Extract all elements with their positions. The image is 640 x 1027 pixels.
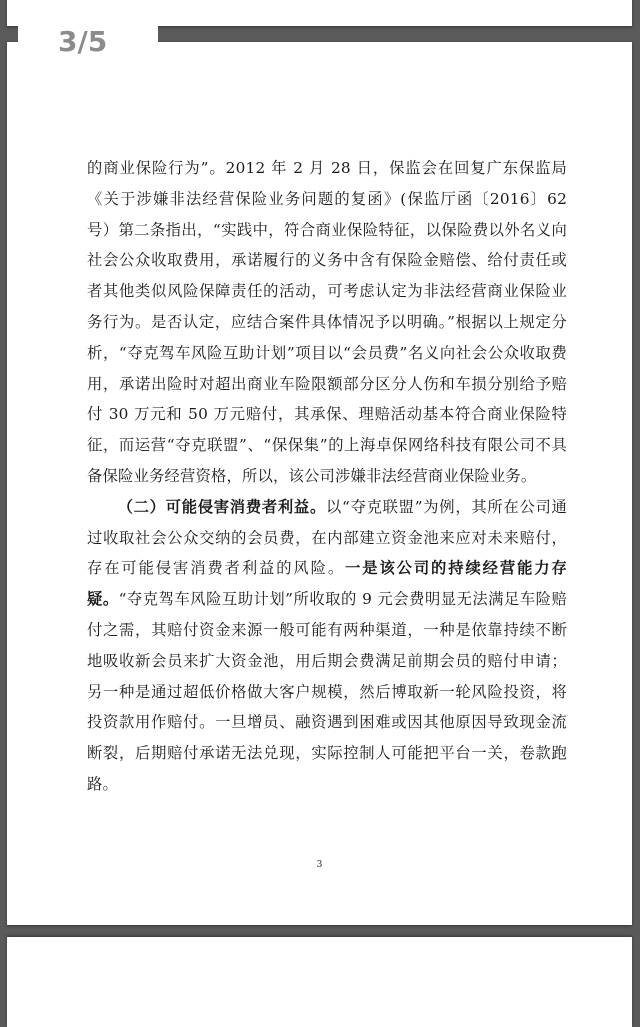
next-page-edge: [7, 937, 632, 1027]
paragraph: [87, 492, 567, 800]
text-segment: “夺克驾车风险互助计划”所收取的 9 元会费明显无法满足车险赔付之需，其赔付资金来源一般可能有两种渠道，一种是依靠持续不断地吸收新会员来扩大资金池，用后期会费满足前期会员的赔付申请；另一种是通过超低价格做大客户规模，然后博取新一轮风险投资，将投资款用作赔付。一旦增员、融资遇到困难或因其他原因导致现金流断裂，后期赔付承诺无法兑现，实际控制人可能把平台一关，卷款跑路。: [87, 590, 567, 793]
text-segment: 以“夺克联盟”为例，其所在公司通过收取社会公众交纳的会员费，在内部建立资金池来应对未来赔付，存在可能侵害消费者利益的风险。: [87, 497, 567, 578]
bold-text-segment: （二）可能侵害消费者利益。: [117, 497, 326, 516]
page-counter-badge: 3/5: [18, 14, 158, 70]
page-number: 3: [316, 860, 323, 870]
document-page: [7, 42, 632, 925]
document-body: [87, 153, 567, 800]
paragraph: [87, 153, 567, 492]
text-segment: 的商业保险行为”。2012 年 2 月 28 日，保监会在回复广东保监局《关于涉嫌非法经营保险业务问题的复函》(保监厅函〔2016〕62 号）第二条指出，“实践中，符合商业保险特征，以保险费以外名义向社会公众收取费用，承诺履行的义务中含有保险金赔偿、给付责任或者其他类似风险保障责任的活动，可考虑认定为非法经营商业保险业务行为。是否认定，应结合案件具体情况予以明确。”根据以上规定分析，“夺克驾车风险互助计划”项目以“会员费”名义向社会公众收取费用，承诺出险时对超出商业车险限额部分区分人伤和车损分别给予赔付 30 万元和 50 万元赔付，其承保、理赔活动基本符合商业保险特征，而运营“夺克联盟”、“保保集”的上海卓保网络科技有限公司不具备保险业务经营资格，所以，该公司涉嫌非法经营商业保险业务。: [87, 159, 567, 485]
bold-text-segment: 一是该公司的持续经营能力存疑。: [87, 559, 567, 609]
